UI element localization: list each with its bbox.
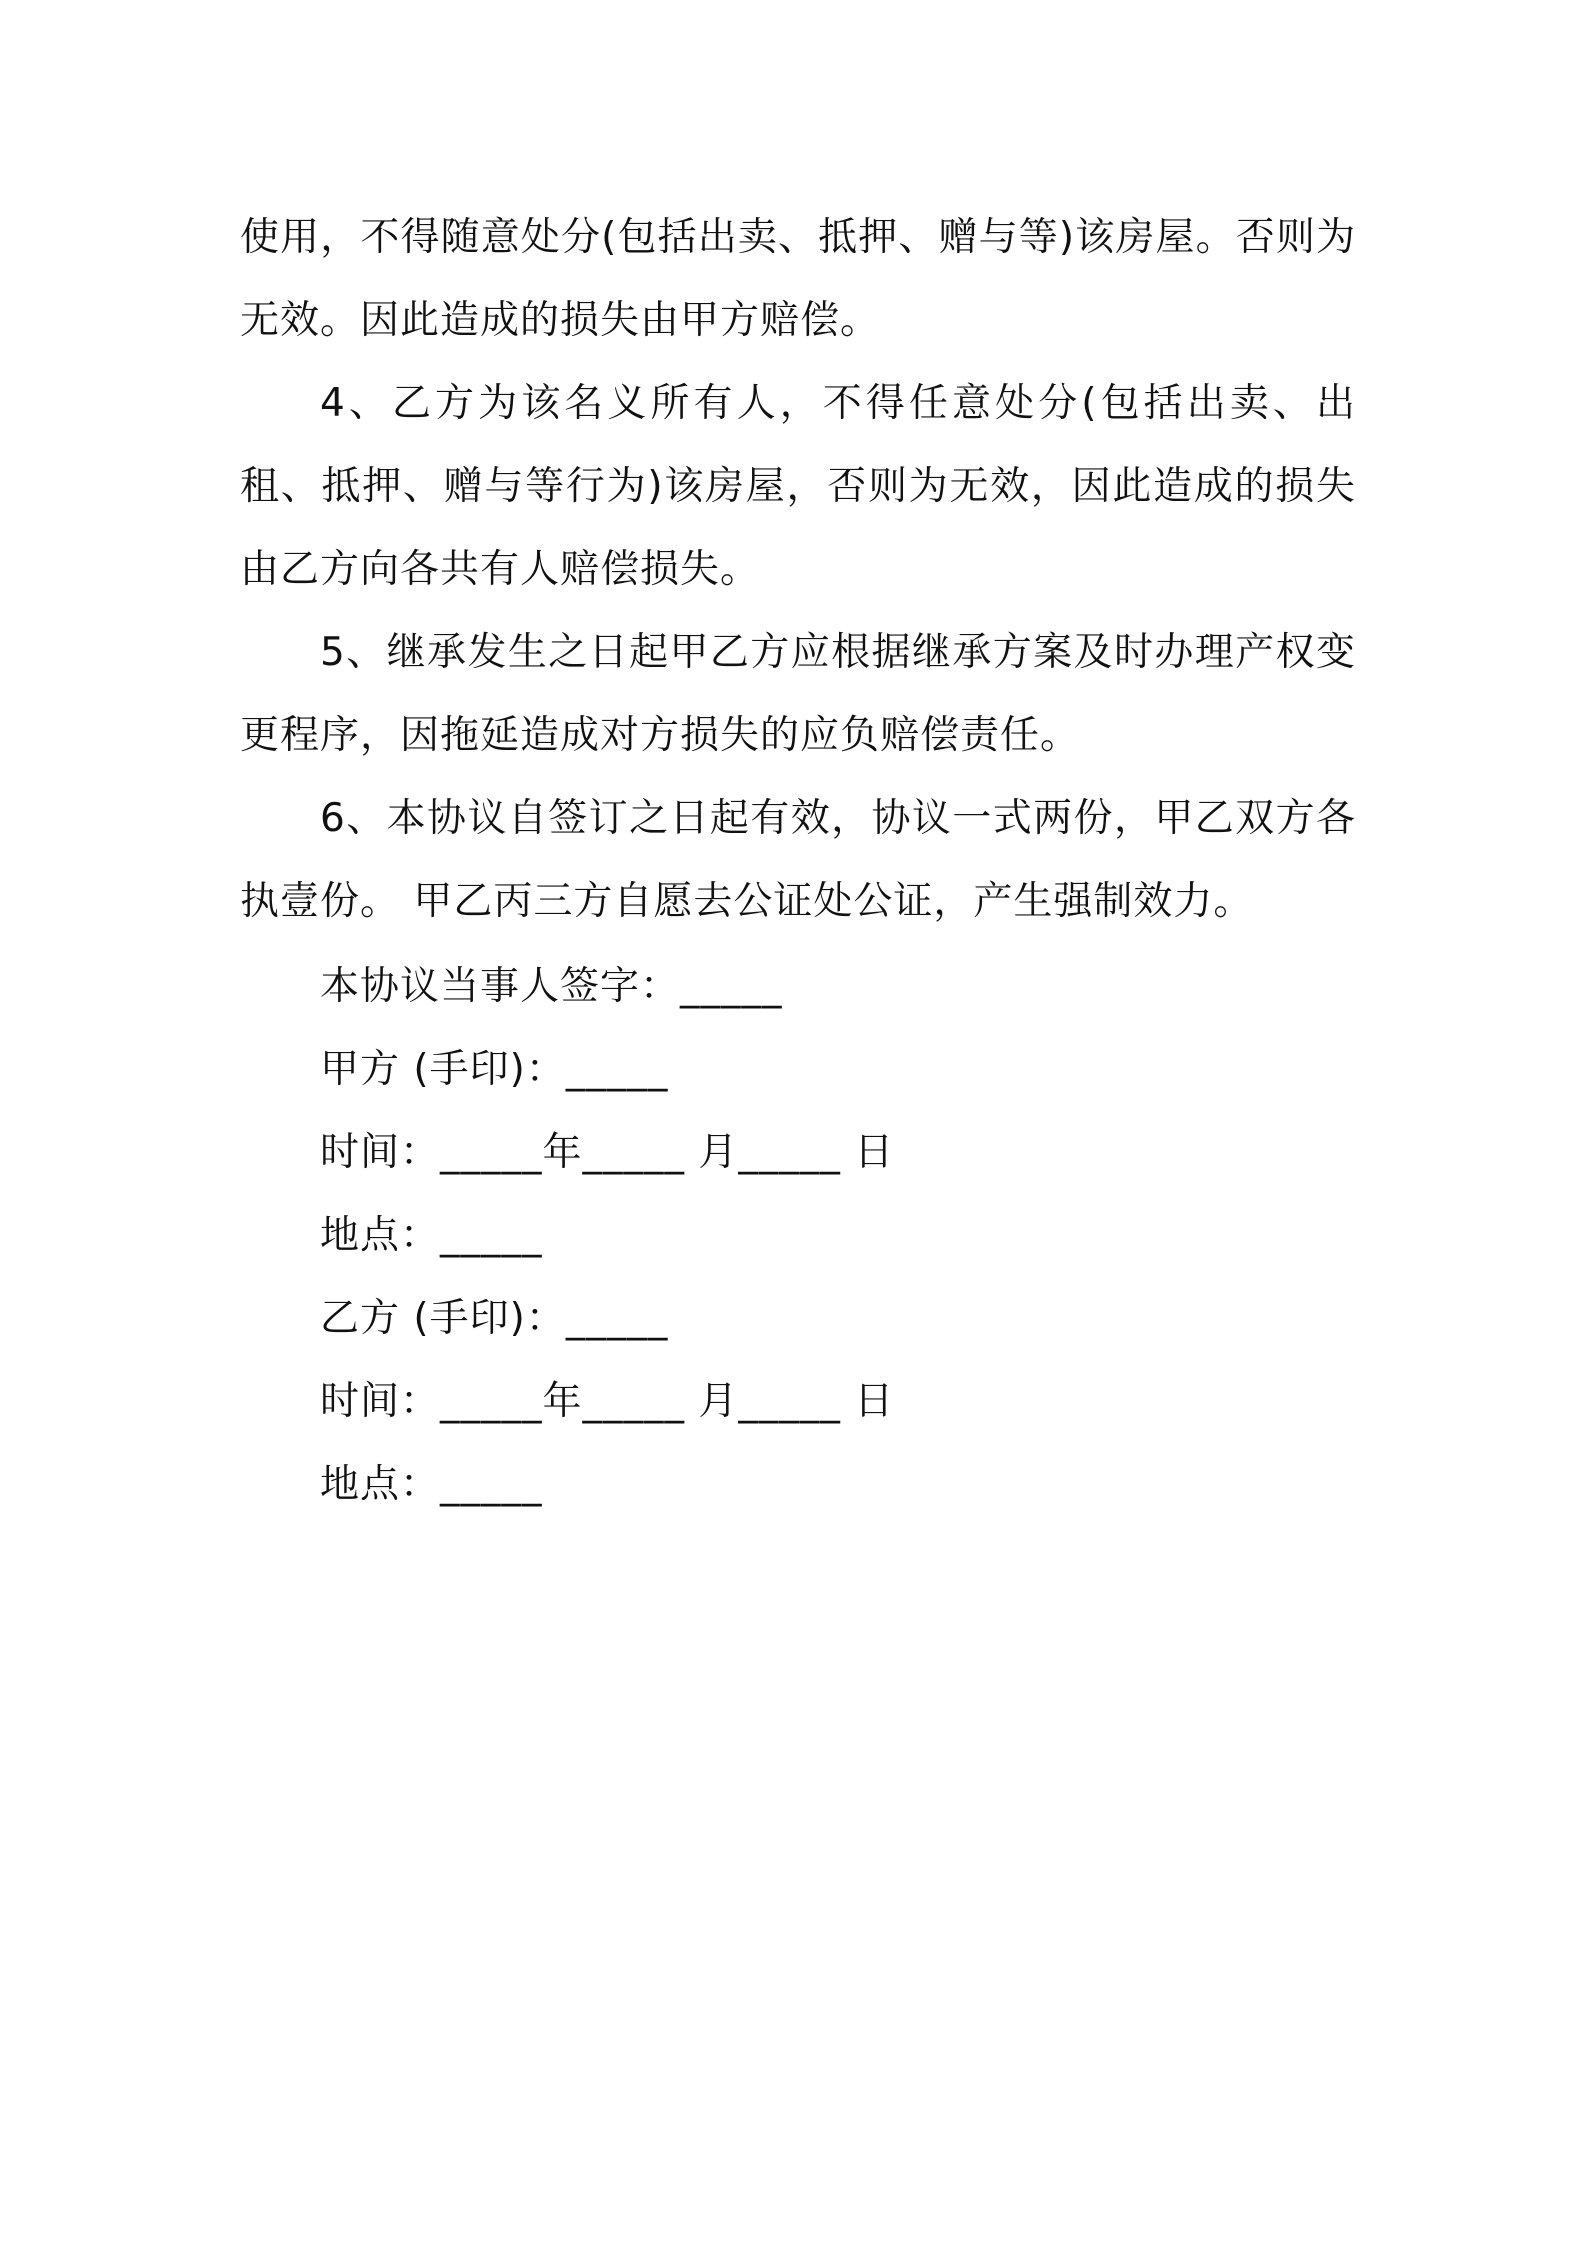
parties-signature-line: 本协议当事人签字：_____ (320, 964, 783, 1009)
clause-5: 5、继承发生之日起甲乙方应根据继承方案及时办理产权变更程序，因拖延造成对方损失的应负赔偿责任。 (240, 630, 1356, 758)
party-b-date-line: 时间：_____年_____ 月_____ 日 (320, 1379, 895, 1424)
signature-block (320, 945, 894, 1526)
party-b-place-line: 地点：_____ (320, 1462, 543, 1507)
agreement-body (240, 196, 1356, 943)
paragraph-continuation: 使用，不得随意处分(包括出卖、抵押、赠与等)该房屋。否则为无效。因此造成的损失由甲方赔偿。 (240, 215, 1356, 343)
party-b-fingerprint-line: 乙方 (手印)：_____ (320, 1296, 669, 1341)
clause-6: 6、本协议自签订之日起有效，协议一式两份，甲乙双方各执壹份。 甲乙丙三方自愿去公证处公证，产生强制效力。 (240, 796, 1356, 924)
party-a-date-line: 时间：_____年_____ 月_____ 日 (320, 1130, 895, 1175)
party-a-fingerprint-line: 甲方 (手印)：_____ (320, 1047, 669, 1092)
party-a-place-line: 地点：_____ (320, 1213, 543, 1258)
clause-4: 4、乙方为该名义所有人，不得任意处分(包括出卖、出租、抵押、赠与等行为)该房屋，否则为无效，因此造成的损失由乙方向各共有人赔偿损失。 (240, 381, 1356, 592)
